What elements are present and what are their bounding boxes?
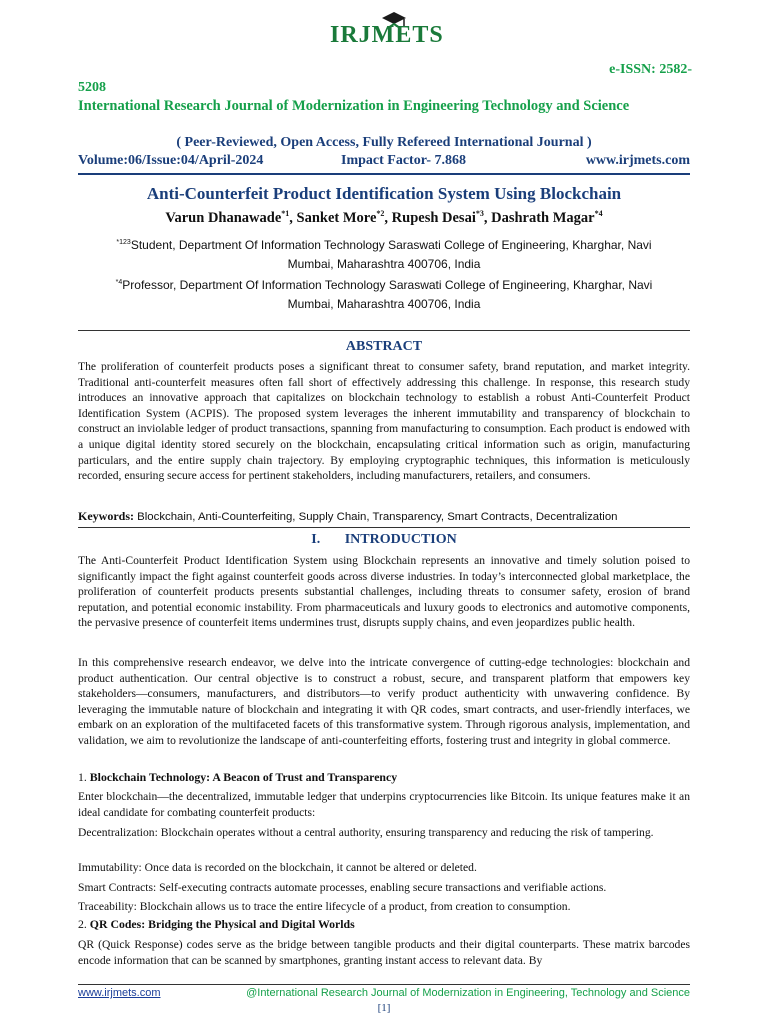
abstract-text: The proliferation of counterfeit products poses a significant threat to consumer safety, brand reputation, and market integrity. Traditional anti-counterfeit measures often fall short of effectively addressing this challenge. In response, this research study introduces an innovative approach that capitalizes on blockchain technology to establish a robust Anti-Counterfeit Product Identification System (ACPIS). The proposed system leverages the inherent immutability and transparency of blockchain to construct an inviolable ledger of product transactions, spanning from manufacturing to consumption. Each product is endowed with a unique digital identity stored securely on the blockchain, encapsulating critical information such as origin, manufacturing particulars, and the entire supply chain trajectory. By employing cryptographic techniques, this information is meticulously recorded, ensuring secure access for pertinent stakeholders, including manufacturers, retailers, and consumers. xyxy=(78,360,690,483)
journal-website[interactable]: www.irjmets.com xyxy=(585,153,690,168)
intro-paragraph: Traceability: Blockchain allows us to trace the entire lifecycle of a product, from creation to consumption. xyxy=(78,900,571,913)
affiliation-sup: *123 xyxy=(116,239,131,246)
keywords-list: Blockchain, Anti-Counterfeiting, Supply Chain, Transparency, Smart Contracts, Decentralization xyxy=(134,511,618,523)
author-name: Varun Dhanawade xyxy=(165,209,282,226)
author-sup: *4 xyxy=(594,209,603,218)
footer-website-link[interactable]: www.irjmets.com xyxy=(78,987,161,999)
journal-name: International Research Journal of Modernization in Engineering Technology and Science xyxy=(78,98,630,114)
impact-factor: Impact Factor- 7.868 xyxy=(341,153,467,168)
affiliation-line: Student, Department Of Information Technology Saraswati College of Engineering, Kharghar, Navi xyxy=(130,238,652,252)
paper-title: Anti-Counterfeit Product Identification System Using Blockchain xyxy=(146,184,622,203)
affiliation-line: Professor, Department Of Information Technology Saraswati College of Engineering, Kharghar, Navi xyxy=(122,278,653,292)
affiliation-2 xyxy=(78,273,690,314)
issn-part2: 5208 xyxy=(78,80,106,95)
journal-logo xyxy=(330,8,460,48)
section-number: 2. xyxy=(78,917,90,931)
section-title: QR Codes: Bridging the Physical and Digital Worlds xyxy=(89,917,355,931)
authors-line: Varun Dhanawade$^{*1}$, Sanket More$^{*2}$, Rupesh Desai$^{*3}$, Dashrath Magar$^{*4}$ xyxy=(165,209,603,226)
keywords-divider xyxy=(78,527,690,528)
keywords-label: Keywords: xyxy=(78,509,134,523)
introduction-heading: I. INTRODUCTION xyxy=(311,532,457,547)
section-number: 1. xyxy=(78,770,90,784)
page-number: [1] xyxy=(377,1002,391,1014)
logo-text: IRJMETS xyxy=(330,22,444,48)
author-name: Dashrath Magar xyxy=(491,209,595,226)
section-title: Blockchain Technology: A Beacon of Trust and Transparency xyxy=(89,770,398,784)
abstract-heading: ABSTRACT xyxy=(345,339,423,354)
keywords-line xyxy=(78,509,690,524)
issn-part1: e-ISSN: 2582- xyxy=(609,62,692,77)
intro-paragraph: Immutability: Once data is recorded on the blockchain, it cannot be altered or deleted. xyxy=(78,861,477,874)
intro-paragraph: Decentralization: Blockchain operates without a central authority, ensuring transparency and reducing the risk of tampering. xyxy=(78,826,654,839)
affiliation-line: Mumbai, Maharashtra 400706, India xyxy=(287,257,481,271)
affiliation-line: Mumbai, Maharashtra 400706, India xyxy=(287,297,481,311)
footer-copyright: @International Research Journal of Modernization in Engineering, Technology and Science xyxy=(246,987,690,999)
affiliation-sup: *4 xyxy=(115,279,123,286)
intro-paragraph: QR (Quick Response) codes serve as the bridge between tangible products and their digital counterparts. These matrix barcodes encode information that can be scanned by smartphones, granting instant access to relevant data. By xyxy=(78,938,690,967)
intro-paragraph: Enter blockchain—the decentralized, immutable ledger that underpins cryptocurrencies like Bitcoin. Its unique features make it an ideal candidate for combating counterfeit products: xyxy=(78,790,690,819)
volume-issue: Volume:06/Issue:04/April-2024 xyxy=(78,153,264,168)
section-heading xyxy=(78,917,355,932)
author-sup: *2 xyxy=(376,209,385,218)
author-name: Rupesh Desai xyxy=(391,209,476,226)
abstract-divider-top xyxy=(78,330,690,331)
footer-divider xyxy=(78,984,690,985)
author-name: Sanket More xyxy=(296,209,377,226)
intro-paragraph: Smart Contracts: Self-executing contracts automate processes, enabling secure transactions and verifiable actions. xyxy=(78,881,607,894)
section-heading xyxy=(78,770,397,785)
journal-subtitle: ( Peer-Reviewed, Open Access, Fully Refereed International Journal ) xyxy=(176,135,592,150)
affiliation-1 xyxy=(78,233,690,274)
author-sup: *1 xyxy=(281,209,290,218)
intro-paragraph: The Anti-Counterfeit Product Identification System using Blockchain represents an innovative and timely solution poised to significantly impact the fight against counterfeit goods across diverse industries. In today’s interconnected global marketplace, the proliferation of counterfeit products presents substantial challenges, including threats to consumer safety, erosion of brand reputation, and potential economic instability. From pharmaceuticals and luxury goods to electronics and automotive components, the pervasive presence of counterfeit items undermines trust, disrupts supply chains, and even jeopardizes public health. xyxy=(78,554,690,630)
author-sup: *3 xyxy=(475,209,484,218)
intro-paragraph: In this comprehensive research endeavor, we delve into the intricate convergence of cutting-edge technologies: blockchain and product authentication. Our central objective is to construct a robust, secure, and transparent platform that empowers key stakeholders—consumers, manufacturers, and distributors—to verify product authenticity with unwavering confidence. By leveraging the immutable nature of blockchain and integrating it with QR codes, smart contracts, and user-friendly interfaces, we embark on an exploration of the multifaceted facets of this transformative system. Through rigorous analysis, implementation, and validation, we aim to revolutionize the landscape of anti-counterfeiting efforts, fostering trust and integrity in global commerce. xyxy=(78,656,690,747)
header-divider xyxy=(78,173,690,175)
